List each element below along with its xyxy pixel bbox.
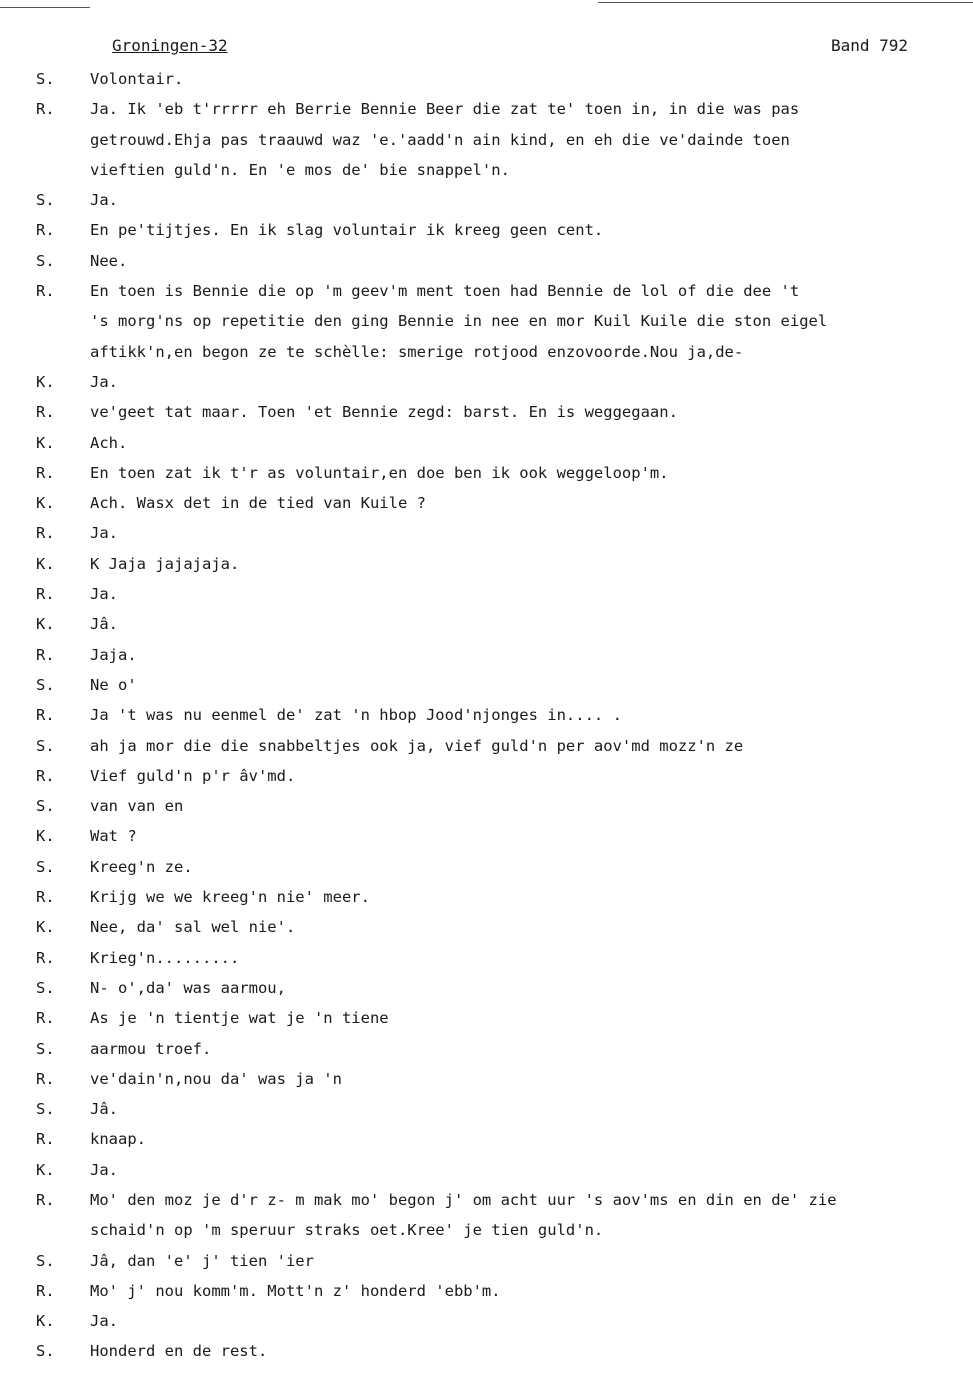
transcript-line — [0, 458, 973, 488]
transcript-line — [0, 1306, 973, 1336]
transcript-line — [0, 852, 973, 882]
transcript-line — [0, 579, 973, 609]
utterance-text: Jâ, dan 'e' j' tien 'ier — [90, 1251, 314, 1270]
speaker-label: K. — [36, 1160, 55, 1179]
utterance-text: N- o',da' was aarmou, — [90, 978, 286, 997]
utterance-text: vieftien guld'n. En 'e mos de' bie snappel'n. — [90, 160, 510, 179]
utterance-text: Ja 't was nu eenmel de' zat 'n hbop Jood'njonges in.... . — [90, 706, 622, 725]
speaker-label: S. — [36, 251, 55, 270]
transcript-line — [0, 64, 973, 94]
speaker-label: K. — [36, 1312, 55, 1331]
utterance-text: Volontair. — [90, 70, 184, 88]
speaker-label: S. — [36, 857, 55, 876]
transcript-line — [0, 215, 973, 245]
top-rule-left — [0, 7, 90, 8]
utterance-text: Ja. — [90, 585, 118, 604]
speaker-label: S. — [36, 797, 55, 816]
utterance-text: Ja. — [90, 1160, 118, 1179]
utterance-text: Mo' j' nou komm'm. Mott'n z' honderd 'ebb'm. — [90, 1281, 501, 1300]
speaker-label: S. — [36, 1039, 55, 1058]
transcript-line — [0, 428, 973, 458]
transcript-line — [0, 1215, 973, 1245]
transcript-line — [0, 1185, 973, 1215]
transcript-line — [0, 1336, 973, 1366]
speaker-label: R. — [36, 463, 55, 482]
transcript-line — [0, 791, 973, 821]
transcript-line — [0, 306, 973, 336]
transcript-line — [0, 1276, 973, 1306]
utterance-text: Mo' den moz je d'r z- m mak mo' begon j' om acht uur 's aov'ms en din en de' zie — [90, 1190, 837, 1209]
speaker-label: R. — [36, 948, 55, 967]
transcript-line — [0, 276, 973, 306]
speaker-label: S. — [36, 70, 55, 88]
speaker-label: R. — [36, 282, 55, 301]
transcript-line — [0, 1155, 973, 1185]
speaker-label: S. — [36, 1100, 55, 1119]
document-id: Groningen-32 — [112, 36, 228, 55]
utterance-text: K Jaja jajajaja. — [90, 554, 240, 573]
speaker-label: R. — [36, 645, 55, 664]
speaker-label: R. — [36, 100, 55, 119]
utterance-text: aarmou troef. — [90, 1039, 212, 1058]
utterance-text: Ja. — [90, 524, 118, 543]
transcript-line — [0, 700, 973, 730]
speaker-label: S. — [36, 736, 55, 755]
transcript-line — [0, 609, 973, 639]
transcript-line — [0, 973, 973, 1003]
utterance-text: van van en — [90, 797, 184, 816]
utterance-text: Ja. — [90, 1312, 118, 1331]
utterance-text: getrouwd.Ehja pas traauwd waz 'e.'aadd'n ain kind, en eh die ve'dainde toen — [90, 130, 790, 149]
utterance-text: As je 'n tientje wat je 'n tiene — [90, 1009, 389, 1028]
transcript-line — [0, 185, 973, 215]
speaker-label: K. — [36, 433, 55, 452]
utterance-text: Nee. — [90, 251, 128, 270]
speaker-label: K. — [36, 827, 55, 846]
utterance-text: Ja. — [90, 372, 118, 391]
speaker-label: S. — [36, 1342, 55, 1361]
speaker-label: R. — [36, 1190, 55, 1209]
transcript-line — [0, 1124, 973, 1154]
transcript-line — [0, 640, 973, 670]
speaker-label: S. — [36, 675, 55, 694]
transcript-line — [0, 549, 973, 579]
band-number: Band 792 — [830, 36, 908, 55]
speaker-label: S. — [36, 191, 55, 210]
utterance-text: 's morg'ns op repetitie den ging Bennie in nee en mor Kuil Kuile die ston eigel — [90, 312, 828, 331]
transcript-line — [0, 1064, 973, 1094]
speaker-label: R. — [36, 706, 55, 725]
transcript — [0, 64, 973, 1367]
utterance-text: Ja. Ik 'eb t'rrrrr eh Berrie Bennie Beer die zat te' toen in, in die was pas — [90, 100, 800, 119]
utterance-text: Ach. Wasx det in de tied van Kuile ? — [90, 494, 426, 513]
utterance-text: Jâ. — [90, 1100, 118, 1119]
speaker-label: R. — [36, 524, 55, 543]
utterance-text: ve'dain'n,nou da' was ja 'n — [90, 1069, 342, 1088]
transcript-line — [0, 670, 973, 700]
utterance-text: Ne o' — [90, 675, 137, 694]
transcript-line — [0, 761, 973, 791]
utterance-text: En toen zat ik t'r as voluntair,en doe ben ik ook weggeloop'm. — [90, 463, 669, 482]
utterance-text: Kreeg'n ze. — [90, 857, 193, 876]
utterance-text: Jâ. — [90, 615, 118, 634]
transcript-line — [0, 367, 973, 397]
utterance-text: knaap. — [90, 1130, 146, 1149]
transcript-line — [0, 155, 973, 185]
transcript-line — [0, 125, 973, 155]
speaker-label: K. — [36, 372, 55, 391]
transcript-line — [0, 1094, 973, 1124]
speaker-label: R. — [36, 766, 55, 785]
utterance-text: En pe'tijtjes. En ik slag voluntair ik kreeg geen cent. — [90, 221, 604, 240]
speaker-label: R. — [36, 1069, 55, 1088]
transcript-line — [0, 943, 973, 973]
utterance-text: schaid'n op 'm speruur straks oet.Kree' je tien guld'n. — [90, 1221, 604, 1240]
utterance-text: Krieg'n......... — [90, 948, 240, 967]
transcript-line — [0, 731, 973, 761]
speaker-label: R. — [36, 221, 55, 240]
utterance-text: En toen is Bennie die op 'm geev'm ment toen had Bennie de lol of die dee 't — [90, 282, 800, 301]
transcript-line — [0, 1034, 973, 1064]
speaker-label: K. — [36, 554, 55, 573]
transcript-line — [0, 337, 973, 367]
utterance-text: aftikk'n,en begon ze te schèlle: smerige rotjood enzovoorde.Nou ja,de- — [90, 342, 744, 361]
utterance-text: Jaja. — [90, 645, 137, 664]
speaker-label: S. — [36, 978, 55, 997]
transcript-line — [0, 94, 973, 124]
utterance-text: Wat ? — [90, 827, 137, 846]
transcript-line — [0, 1003, 973, 1033]
transcript-line — [0, 518, 973, 548]
utterance-text: Vief guld'n p'r âv'md. — [90, 766, 296, 785]
transcript-line — [0, 488, 973, 518]
utterance-text: Honderd en de rest. — [90, 1342, 268, 1361]
transcript-line — [0, 1246, 973, 1276]
transcript-line — [0, 246, 973, 276]
speaker-label: R. — [36, 1009, 55, 1028]
transcript-line — [0, 882, 973, 912]
transcript-line — [0, 397, 973, 427]
speaker-label: S. — [36, 1251, 55, 1270]
speaker-label: R. — [36, 403, 55, 422]
transcript-line — [0, 821, 973, 851]
speaker-label: K. — [36, 918, 55, 937]
utterance-text: Nee, da' sal wel nie'. — [90, 918, 296, 937]
speaker-label: R. — [36, 1130, 55, 1149]
utterance-text: Ja. — [90, 191, 118, 210]
utterance-text: Ach. — [90, 433, 128, 452]
speaker-label: R. — [36, 585, 55, 604]
utterance-text: Krijg we we kreeg'n nie' meer. — [90, 888, 370, 907]
transcript-line — [0, 912, 973, 942]
speaker-label: K. — [36, 615, 55, 634]
top-rule-right — [598, 2, 973, 3]
speaker-label: K. — [36, 494, 55, 513]
speaker-label: R. — [36, 1281, 55, 1300]
utterance-text: ah ja mor die die snabbeltjes ook ja, vief guld'n per aov'md mozz'n ze — [90, 736, 744, 755]
page-header — [112, 36, 908, 60]
utterance-text: ve'geet tat maar. Toen 'et Bennie zegd: barst. En is weggegaan. — [90, 403, 678, 422]
speaker-label: R. — [36, 888, 55, 907]
